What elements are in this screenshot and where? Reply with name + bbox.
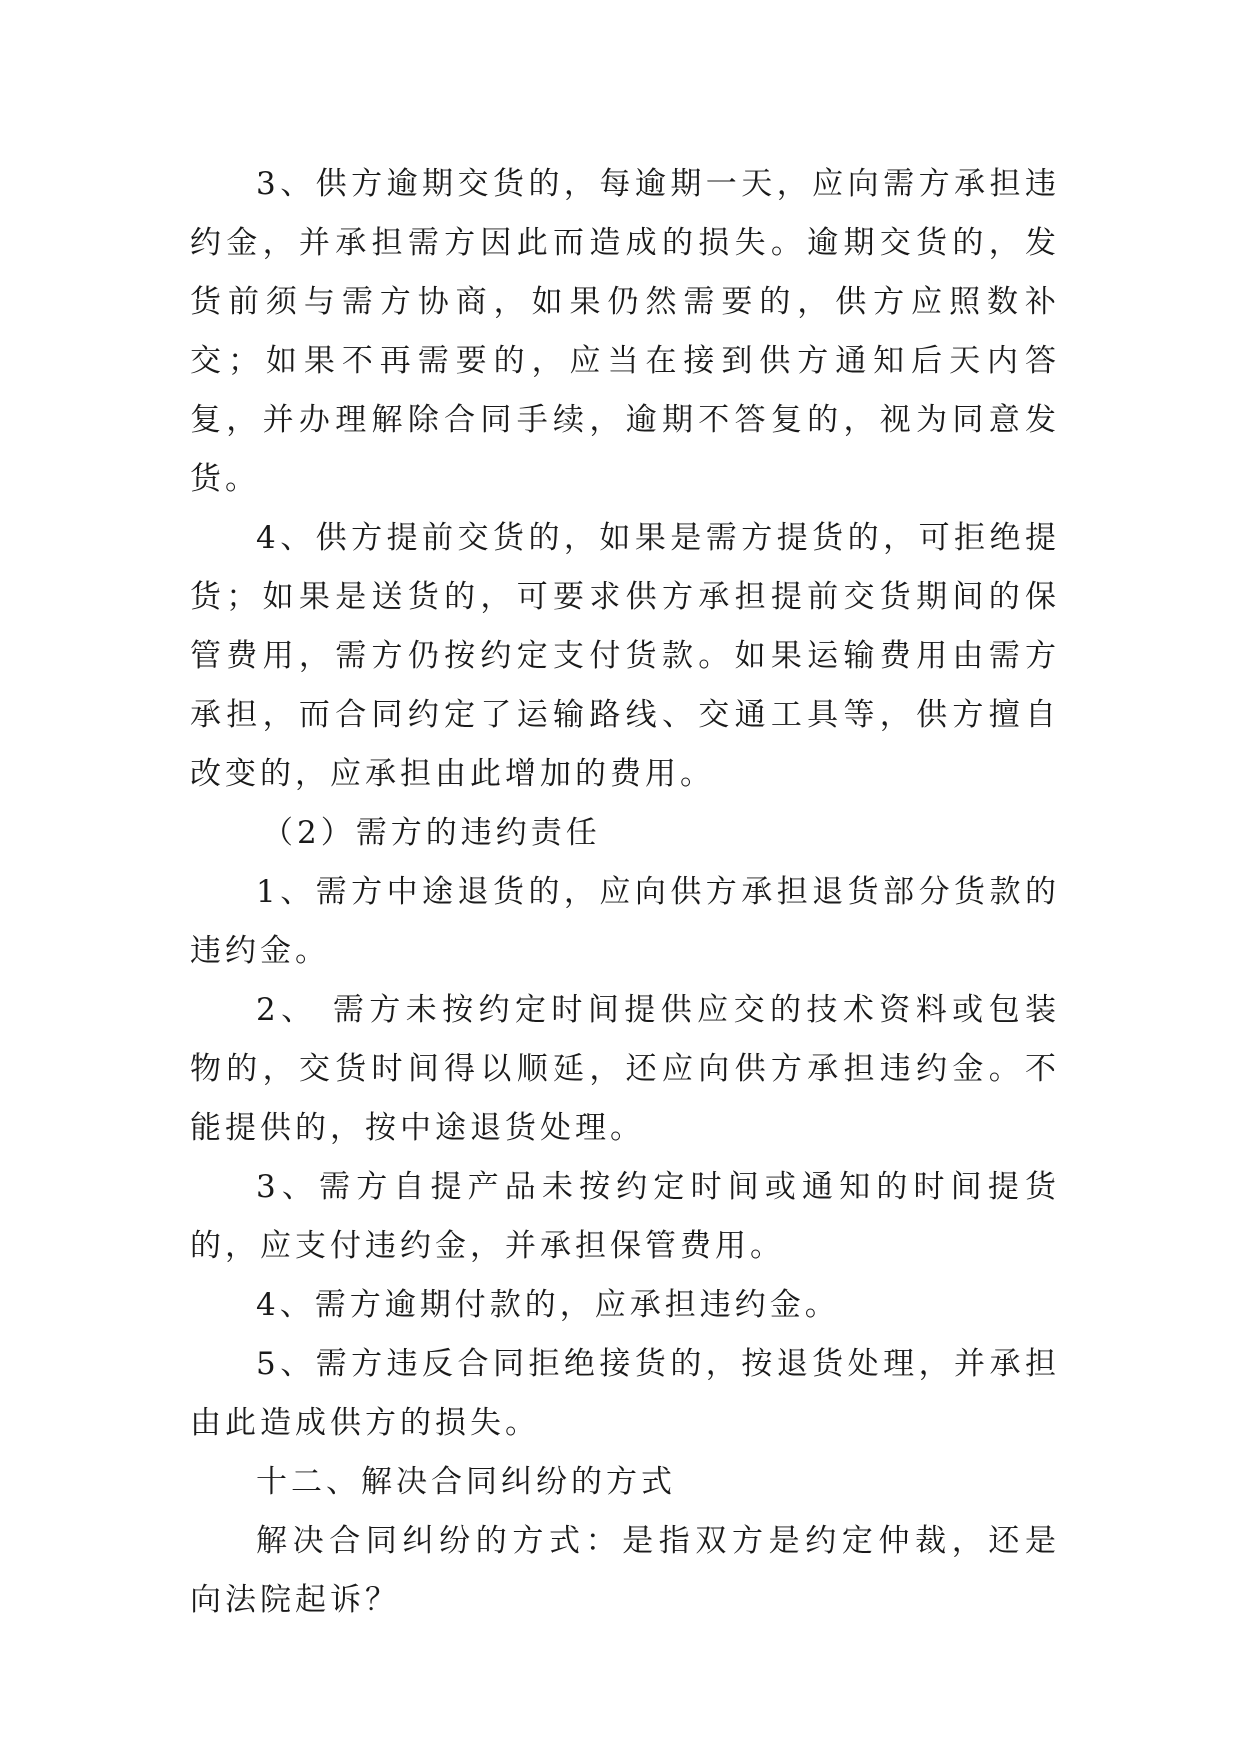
document-body <box>190 155 1060 1630</box>
paragraph-buyer-self-pickup: 3、需方自提产品未按约定时间或通知的时间提货的，应支付违约金，并承担保管费用。 <box>190 1169 1060 1264</box>
section-heading-dispute-resolution: 十二、解决合同纠纷的方式 <box>256 1464 676 1500</box>
paragraph-buyer-return: 1、需方中途退货的，应向供方承担退货部分货款的违约金。 <box>190 874 1060 969</box>
paragraph-dispute-resolution: 解决合同纠纷的方式：是指双方是约定仲裁，还是向法院起诉？ <box>190 1523 1060 1618</box>
paragraph-supplier-late-delivery: 3、供方逾期交货的，每逾期一天，应向需方承担违约金，并承担需方因此而造成的损失。逾期交货的，发货前须与需方协商，如果仍然需要的，供方应照数补交；如果不再需要的，应当在接到供方通知后天内答复，并办理解除合同手续，逾期不答复的，视为同意发货。 <box>190 166 1060 497</box>
paragraph-buyer-late-payment: 4、需方逾期付款的，应承担违约金。 <box>256 1287 840 1323</box>
paragraph-supplier-early-delivery: 4、供方提前交货的，如果是需方提货的，可拒绝提货；如果是送货的，可要求供方承担提前交货期间的保管费用，需方仍按约定支付货款。如果运输费用由需方承担，而合同约定了运输路线、交通工具等，供方擅自改变的，应承担由此增加的费用。 <box>190 520 1060 792</box>
paragraph-buyer-refuse-delivery: 5、需方违反合同拒绝接货的，按退货处理，并承担由此造成供方的损失。 <box>190 1346 1060 1441</box>
paragraph-buyer-technical-materials: 2、 需方未按约定时间提供应交的技术资料或包装物的，交货时间得以顺延，还应向供方承担违约金。不能提供的，按中途退货处理。 <box>190 992 1060 1146</box>
section-heading-buyer-liability: （2）需方的违约责任 <box>262 815 601 851</box>
